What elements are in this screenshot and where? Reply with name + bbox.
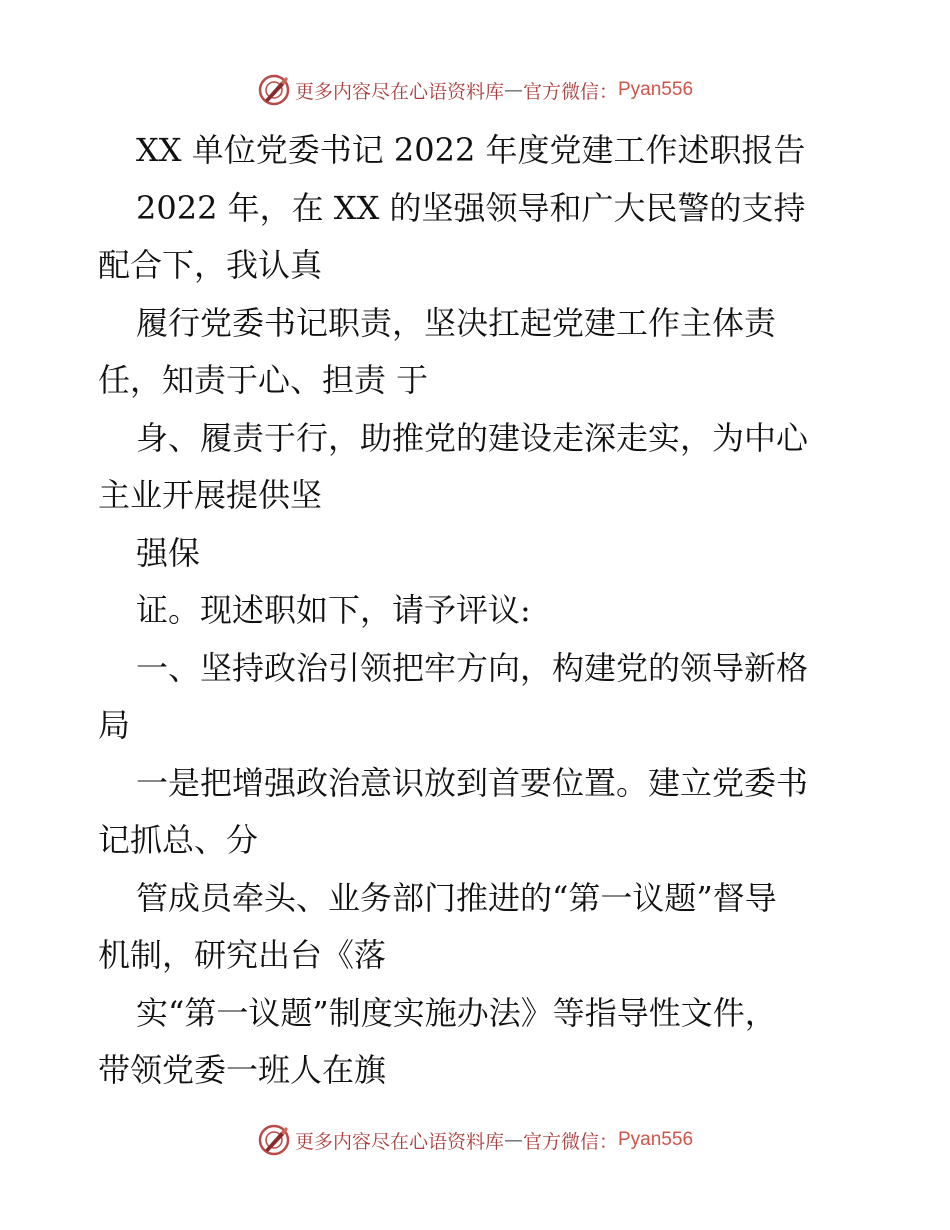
paragraph-line: 任，知责于心、担责 于 [98,361,429,399]
header-watermark-banner [0,70,950,110]
watermark-contact-text: 官方微信： [522,1130,618,1153]
watermark-logo-icon [257,1123,291,1157]
watermark-handle: Pyan556 [618,79,694,100]
paragraph-line: 配合下，我认真 [98,246,323,284]
paragraph-line: 实“第一议题”制度实施办法》等指导性文件， [136,993,777,1032]
paragraph-line: 记抓总、分 [98,821,259,859]
watermark-separator: — [503,79,523,101]
paragraph-line: 带领党委一班人在旗 [98,1051,387,1089]
watermark-contact-text: 官方微信： [522,80,618,103]
paragraph-line: 证。现述职如下，请予评议: [136,591,531,629]
watermark-site-text: 更多内容尽在心语资料库 [294,80,504,103]
paragraph-line: 机制，研究出台《落 [98,936,387,974]
document-title: XX 单位党委书记 2022 年度党建工作述职报告 [136,131,806,169]
watermark-site-text: 更多内容尽在心语资料库 [294,1130,504,1153]
paragraph-line: 2022 年，在 XX 的坚强领导和广大民警的支持 [136,188,806,227]
section-heading-continued: 局 [98,706,131,744]
paragraph-line: 强保 [136,533,201,572]
paragraph-line: 管成员牵头、业务部门推进的“第一议题”督导 [136,878,777,917]
footer-watermark-banner [0,1120,950,1160]
paragraph-line: 履行党委书记职责，坚决扛起党建工作主体责 [136,303,777,342]
paragraph-line: 主业开展提供坚 [98,476,323,514]
section-heading: 一、坚持政治引领把牢方向，构建党的领导新格 [136,648,809,687]
watermark-logo-icon [257,73,291,107]
watermark-handle: Pyan556 [618,1129,694,1150]
paragraph-line: 一是把增强政治意识放到首要位置。建立党委书 [136,763,809,802]
document-body [98,122,858,1100]
paragraph-line: 身、履责于行，助推党的建设走深走实，为中心 [136,418,809,457]
watermark-separator: — [503,1129,523,1151]
